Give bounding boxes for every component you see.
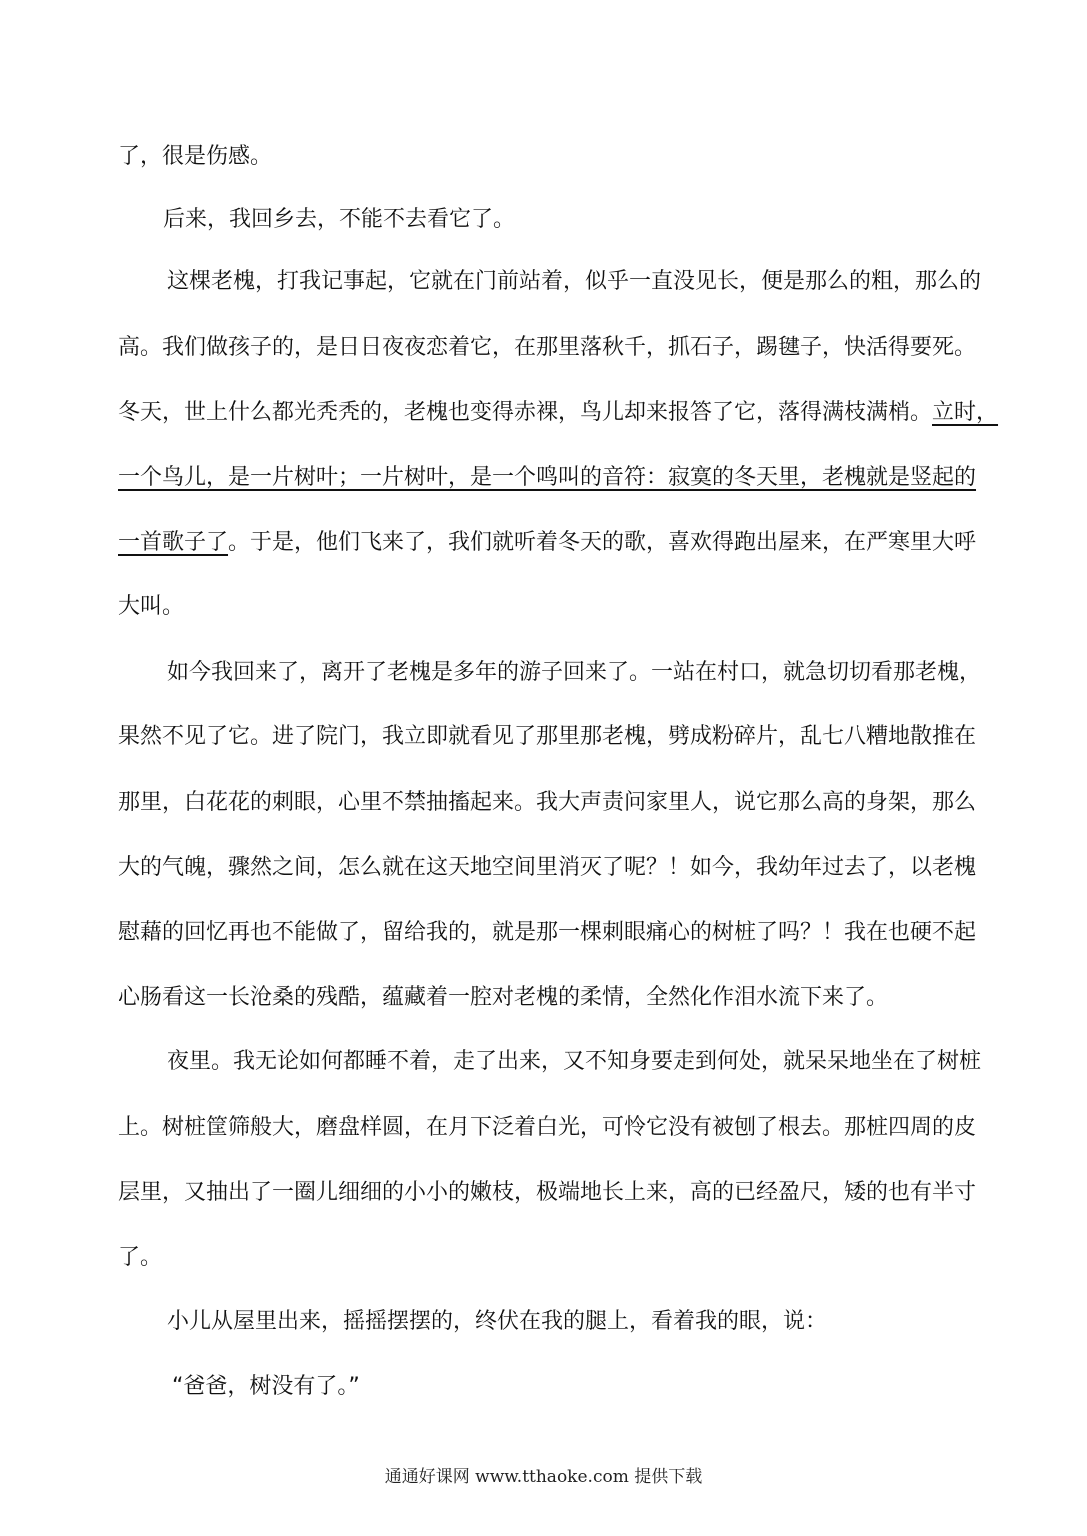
text-winter: 冬天，世上什么都光秃秃的，老槐也变得赤裸，鸟儿却来报答了它，落得满枝满梢。 bbox=[118, 400, 933, 425]
underlined-text-3: 一首歌子了 bbox=[118, 530, 229, 555]
paragraph-old-locust-line-5 bbox=[118, 528, 977, 558]
paragraph-returned-line-2: 果然不见了它。进了院门，我立即就看见了那里那老槐，劈成粉碎片，乱七八糟地散推在 bbox=[118, 724, 977, 749]
paragraph-returned-line-6: 心肠看这一长沧桑的残酷，蕴藏着一腔对老槐的柔情，全然化作泪水流下来了。 bbox=[118, 985, 889, 1010]
paragraph-night-line-3: 层里，又抽出了一圈儿细细的小小的嫩枝，极端地长上来，高的已经盈尺，矮的也有半寸 bbox=[118, 1180, 977, 1205]
paragraph-night-line-4: 了。 bbox=[118, 1245, 163, 1270]
paragraph-returned-line-1: 如今我回来了，离开了老槐是多年的游子回来了。一站在村口，就急切切看那老槐， bbox=[167, 660, 982, 685]
paragraph-old-locust-line-2: 高。我们做孩子的，是日日夜夜恋着它，在那里落秋千，抓石子，踢毽子，快活得要死。 bbox=[118, 335, 977, 360]
underlined-text-2: 一个鸟儿，是一片树叶；一片树叶，是一个鸣叫的音符：寂寞的冬天里，老槐就是竖起的 bbox=[118, 465, 977, 490]
footer-source: 通通好课网 www.tthaoke.com 提供下载 bbox=[384, 1467, 703, 1487]
paragraph-returned-line-3: 那里，白花花的刺眼，心里不禁抽搐起来。我大声责问家里人，说它那么高的身架，那么 bbox=[118, 790, 977, 815]
paragraph-returned-line-5: 慰藉的回忆再也不能做了，留给我的，就是那一棵刺眼痛心的树桩了吗？！我在也硬不起 bbox=[118, 920, 977, 945]
underlined-text-1: 立时， bbox=[932, 400, 999, 425]
paragraph-returned-line-4: 大的气魄，骤然之间，怎么就在这天地空间里消灭了呢？！如今，我幼年过去了，以老槐 bbox=[118, 855, 977, 880]
paragraph-night-line-1: 夜里。我无论如何都睡不着，走了出来，又不知身要走到何处，就呆呆地坐在了树桩 bbox=[167, 1049, 982, 1074]
text-line-1: 了，很是伤感。 bbox=[118, 144, 273, 169]
paragraph-child: 小儿从屋里出来，摇摇摆摆的，终伏在我的腿上，看着我的眼，说： bbox=[167, 1309, 828, 1334]
quote-line: “爸爸，树没有了。” bbox=[172, 1374, 360, 1399]
text-birds-came: 。于是，他们飞来了，我们就听着冬天的歌，喜欢得跑出屋来，在严寒里大呼 bbox=[228, 530, 977, 555]
paragraph-old-locust-line-1: 这棵老槐，打我记事起，它就在门前站着，似乎一直没见长，便是那么的粗，那么的 bbox=[167, 269, 982, 294]
paragraph-old-locust-line-3 bbox=[118, 398, 999, 428]
paragraph-return-home: 后来，我回乡去，不能不去看它了。 bbox=[163, 207, 516, 232]
paragraph-night-line-2: 上。树桩筐筛般大，磨盘样圆，在月下泛着白光，可怜它没有被刨了根去。那桩四周的皮 bbox=[118, 1115, 977, 1140]
paragraph-old-locust-line-6: 大叫。 bbox=[118, 594, 185, 619]
